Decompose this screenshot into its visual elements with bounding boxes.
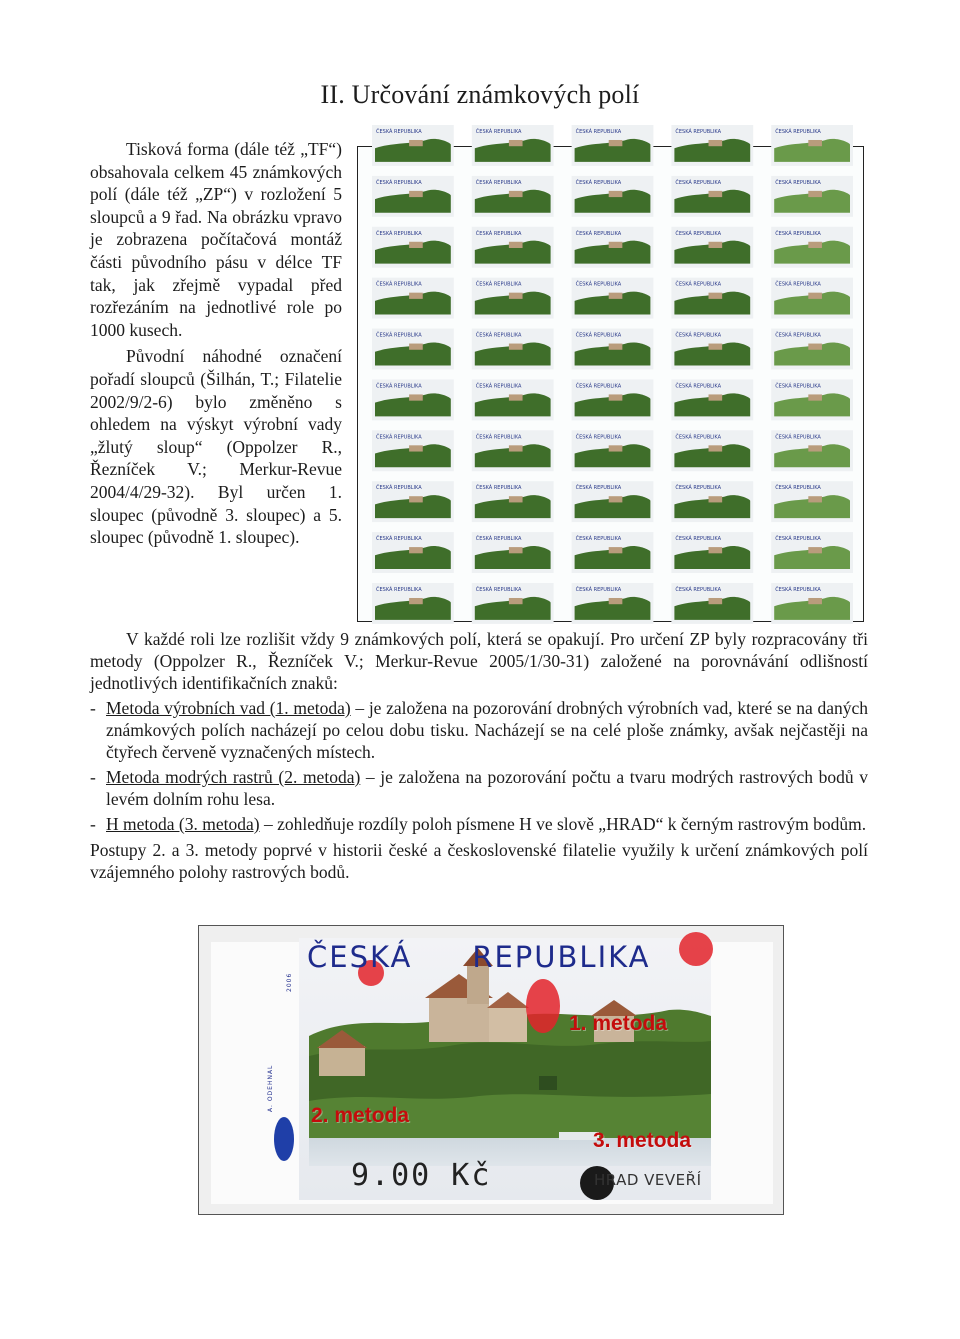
sheet-stamp [372,430,454,471]
method-name-2: Metoda modrých rastrů (2. metoda) [106,767,361,787]
svg-text:ČESKÁ REPUBLIKA: ČESKÁ REPUBLIKA [475,332,522,339]
sheet-stamp [372,329,454,370]
svg-text:ČESKÁ REPUBLIKA: ČESKÁ REPUBLIKA [675,587,722,593]
svg-text:ČESKÁ REPUBLIKA: ČESKÁ REPUBLIKA [775,129,821,135]
svg-text:ČESKÁ REPUBLIKA: ČESKÁ REPUBLIKA [475,434,522,441]
svg-text:ČESKÁ REPUBLIKA: ČESKÁ REPUBLIKA [575,179,622,186]
sheet-stamp [572,430,654,471]
svg-text:ČESKÁ REPUBLIKA: ČESKÁ REPUBLIKA [675,332,722,339]
method-item-2 [90,766,868,810]
svg-text:ČESKÁ REPUBLIKA: ČESKÁ REPUBLIKA [376,179,422,186]
svg-text:ČESKÁ REPUBLIKA: ČESKÁ REPUBLIKA [376,281,422,288]
svg-text:ČESKÁ REPUBLIKA: ČESKÁ REPUBLIKA [675,434,722,441]
svg-text:ČESKÁ REPUBLIKA: ČESKÁ REPUBLIKA [575,383,622,390]
svg-text:ČESKÁ REPUBLIKA: ČESKÁ REPUBLIKA [475,281,522,288]
svg-text:ČESKÁ REPUBLIKA: ČESKÁ REPUBLIKA [575,536,622,543]
svg-text:ČESKÁ REPUBLIKA: ČESKÁ REPUBLIKA [775,485,821,492]
sheet-stamp [372,176,454,217]
stamp-country-word-2: REPUBLIKA [472,940,651,974]
svg-text:ČESKÁ REPUBLIKA: ČESKÁ REPUBLIKA [575,434,622,441]
sheet-stamp [572,532,654,573]
svg-text:ČESKÁ REPUBLIKA: ČESKÁ REPUBLIKA [675,129,722,135]
stamp-designer: A. ODEHNAL [267,1064,274,1112]
svg-text:ČESKÁ REPUBLIKA: ČESKÁ REPUBLIKA [475,536,522,543]
sheet-stamp [372,227,454,268]
svg-text:ČESKÁ REPUBLIKA: ČESKÁ REPUBLIKA [575,332,622,339]
sheet-stamp [671,583,753,624]
svg-text:ČESKÁ REPUBLIKA: ČESKÁ REPUBLIKA [575,587,622,593]
sheet-stamp [372,125,454,166]
svg-text:ČESKÁ REPUBLIKA: ČESKÁ REPUBLIKA [675,230,722,237]
sheet-stamp [572,329,654,370]
svg-text:ČESKÁ REPUBLIKA: ČESKÁ REPUBLIKA [675,383,722,390]
sheet-stamp [572,227,654,268]
svg-text:ČESKÁ REPUBLIKA: ČESKÁ REPUBLIKA [475,230,522,237]
sheet-stamp [472,125,554,166]
sheet-stamp [572,176,654,217]
stamp-face-value: 9.00 Kč [351,1158,492,1193]
svg-text:ČESKÁ REPUBLIKA: ČESKÁ REPUBLIKA [675,179,722,186]
sheet-stamp [572,583,654,624]
svg-text:ČESKÁ REPUBLIKA: ČESKÁ REPUBLIKA [376,536,422,543]
svg-text:ČESKÁ REPUBLIKA: ČESKÁ REPUBLIKA [775,332,821,339]
sheet-stamp [771,430,853,471]
svg-text:ČESKÁ REPUBLIKA: ČESKÁ REPUBLIKA [475,383,522,390]
sheet-stamp [372,278,454,319]
stamp-country-word-1: ČESKÁ [307,940,413,974]
list-dash: - [90,698,96,718]
sheet-stamp [572,481,654,522]
sheet-stamp [671,176,753,217]
sheet-stamp [472,329,554,370]
svg-text:ČESKÁ REPUBLIKA: ČESKÁ REPUBLIKA [775,179,821,186]
method-text-1: – je založena na pozorování drobných výrobních vad, které se na daných známkových polích nacházejí po celou dobu tisku. Nacházejí se na celé ploše známky, avšak nejčastěji na čtyřech červeně vyznačených místech. [106,698,868,762]
sheet-stamp [472,278,554,319]
svg-text:ČESKÁ REPUBLIKA: ČESKÁ REPUBLIKA [475,587,522,593]
stamp-year: 2006 [286,972,293,992]
sheet-stamp [671,481,753,522]
intro-text [90,138,342,549]
stamp-country-name [307,940,650,974]
svg-text:ČESKÁ REPUBLIKA: ČESKÁ REPUBLIKA [376,383,422,390]
sheet-stamp [572,278,654,319]
sheet-stamp [472,532,554,573]
sheet-stamp [771,125,853,166]
method-text-3: – zohledňuje rozdíly poloh písmene H ve slově „HRAD“ k černým rastrovým bodům. [259,814,867,834]
sheet-stamp [671,227,753,268]
sheet-stamp [771,481,853,522]
method-3-label: 3. metoda [593,1129,692,1152]
closing-paragraph: Postupy 2. a 3. metody poprvé v historii české a československé filatelie využily k určení známkových polí vzájemného polohy rastrových bodů. [90,840,868,882]
svg-text:ČESKÁ REPUBLIKA: ČESKÁ REPUBLIKA [575,230,622,237]
stamp-sheet-grid [358,129,863,621]
sheet-stamp [372,481,454,522]
sheet-stamp [472,176,554,217]
svg-text:ČESKÁ REPUBLIKA: ČESKÁ REPUBLIKA [376,485,422,492]
sheet-stamp [771,532,853,573]
marker-method-1-a [679,932,713,966]
sheet-stamp [372,379,454,420]
sheet-stamp [671,278,753,319]
svg-text:ČESKÁ REPUBLIKA: ČESKÁ REPUBLIKA [675,485,722,492]
sheet-stamp [771,329,853,370]
svg-text:ČESKÁ REPUBLIKA: ČESKÁ REPUBLIKA [675,536,722,543]
svg-text:ČESKÁ REPUBLIKA: ČESKÁ REPUBLIKA [575,129,622,135]
sheet-stamp [572,379,654,420]
sheet-stamp [771,379,853,420]
sheet-stamp [472,379,554,420]
svg-text:ČESKÁ REPUBLIKA: ČESKÁ REPUBLIKA [775,587,821,593]
svg-text:ČESKÁ REPUBLIKA: ČESKÁ REPUBLIKA [376,129,422,135]
svg-text:ČESKÁ REPUBLIKA: ČESKÁ REPUBLIKA [575,281,622,288]
svg-text:ČESKÁ REPUBLIKA: ČESKÁ REPUBLIKA [376,230,422,237]
sheet-stamp [771,583,853,624]
method-item-1 [90,697,868,763]
sheet-stamp [671,125,753,166]
svg-text:ČESKÁ REPUBLIKA: ČESKÁ REPUBLIKA [775,536,821,543]
svg-text:ČESKÁ REPUBLIKA: ČESKÁ REPUBLIKA [376,434,422,441]
sheet-stamp [671,532,753,573]
sheet-stamp [372,583,454,624]
svg-text:ČESKÁ REPUBLIKA: ČESKÁ REPUBLIKA [475,179,522,186]
methods-section [90,628,868,883]
sheet-stamp [671,379,753,420]
sheet-stamp [472,583,554,624]
sheet-stamp [472,227,554,268]
sheet-stamp [771,176,853,217]
method-text-2: – je založena na pozorování počtu a tvaru modrých rastrových bodů v levém dolním rohu lesa. [106,767,868,809]
sheet-stamp [572,125,654,166]
method-name-1: Metoda výrobních vad (1. metoda) [106,698,351,718]
svg-text:ČESKÁ REPUBLIKA: ČESKÁ REPUBLIKA [775,281,821,288]
svg-text:ČESKÁ REPUBLIKA: ČESKÁ REPUBLIKA [475,129,522,135]
list-dash: - [90,814,96,834]
sheet-stamp [472,430,554,471]
methods-intro-paragraph: V každé roli lze rozlišit vždy 9 známkových polí, která se opakují. Pro určení ZP byly rozpracovány tři metody (Oppolzer R., Řezníček V.; Merkur-Revue 2005/1/30-31) založené na porovnávání odlišností jednotlivých identifikačních znaků: [90,629,868,693]
stamp-enlarged [198,925,784,1215]
svg-text:ČESKÁ REPUBLIKA: ČESKÁ REPUBLIKA [775,383,821,390]
svg-text:ČESKÁ REPUBLIKA: ČESKÁ REPUBLIKA [376,332,422,339]
svg-text:ČESKÁ REPUBLIKA: ČESKÁ REPUBLIKA [775,434,821,441]
marker-method-2 [274,1117,294,1161]
sheet-stamp [771,278,853,319]
svg-text:ČESKÁ REPUBLIKA: ČESKÁ REPUBLIKA [376,587,422,593]
svg-text:ČESKÁ REPUBLIKA: ČESKÁ REPUBLIKA [575,485,622,492]
list-dash: - [90,767,96,787]
sheet-stamp [771,227,853,268]
method-item-3 [90,813,868,835]
method-2-label: 2. metoda [311,1104,410,1127]
svg-text:ČESKÁ REPUBLIKA: ČESKÁ REPUBLIKA [675,281,722,288]
method-name-3: H metoda (3. metoda) [106,814,260,834]
svg-text:ČESKÁ REPUBLIKA: ČESKÁ REPUBLIKA [475,485,522,492]
sheet-stamp [671,329,753,370]
sheet-stamp [472,481,554,522]
stamp-place-name: HRAD VEVEŘÍ [594,1171,702,1189]
stamp-sheet-montage [357,129,864,622]
page-title: II. Určování známkových polí [320,80,640,109]
svg-text:ČESKÁ REPUBLIKA: ČESKÁ REPUBLIKA [775,230,821,237]
sheet-stamp [671,430,753,471]
intro-paragraph-1: Tisková forma (dále též „TF“) obsahovala celkem 45 známkových polí (dále též „ZP“) v rozložení 5 sloupců a 9 řad. Na obrázku vpravo je zobrazena počítačová montáž části původního pásu v délce TF tak, jak zřejmě vypadal před rozřezáním na jednotlivé role po 1000 kusech. [90,139,342,340]
method-1-label: 1. metoda [569,1012,668,1035]
sheet-stamp [372,532,454,573]
intro-paragraph-2: Původní náhodné označení pořadí sloupců (Šilhán, T.; Filatelie 2002/9/2-6) bylo změněno s ohledem na výskyt výrobní vady „žlutý sloup“ (Oppolzer R., Řezníček V.; Merkur-Revue 2004/4/29-32). Byl určen 1. sloupec (původně 3. sloupec) a 5. sloupec (původně 1. sloupec). [90,346,342,548]
marker-method-1-c [526,979,560,1033]
